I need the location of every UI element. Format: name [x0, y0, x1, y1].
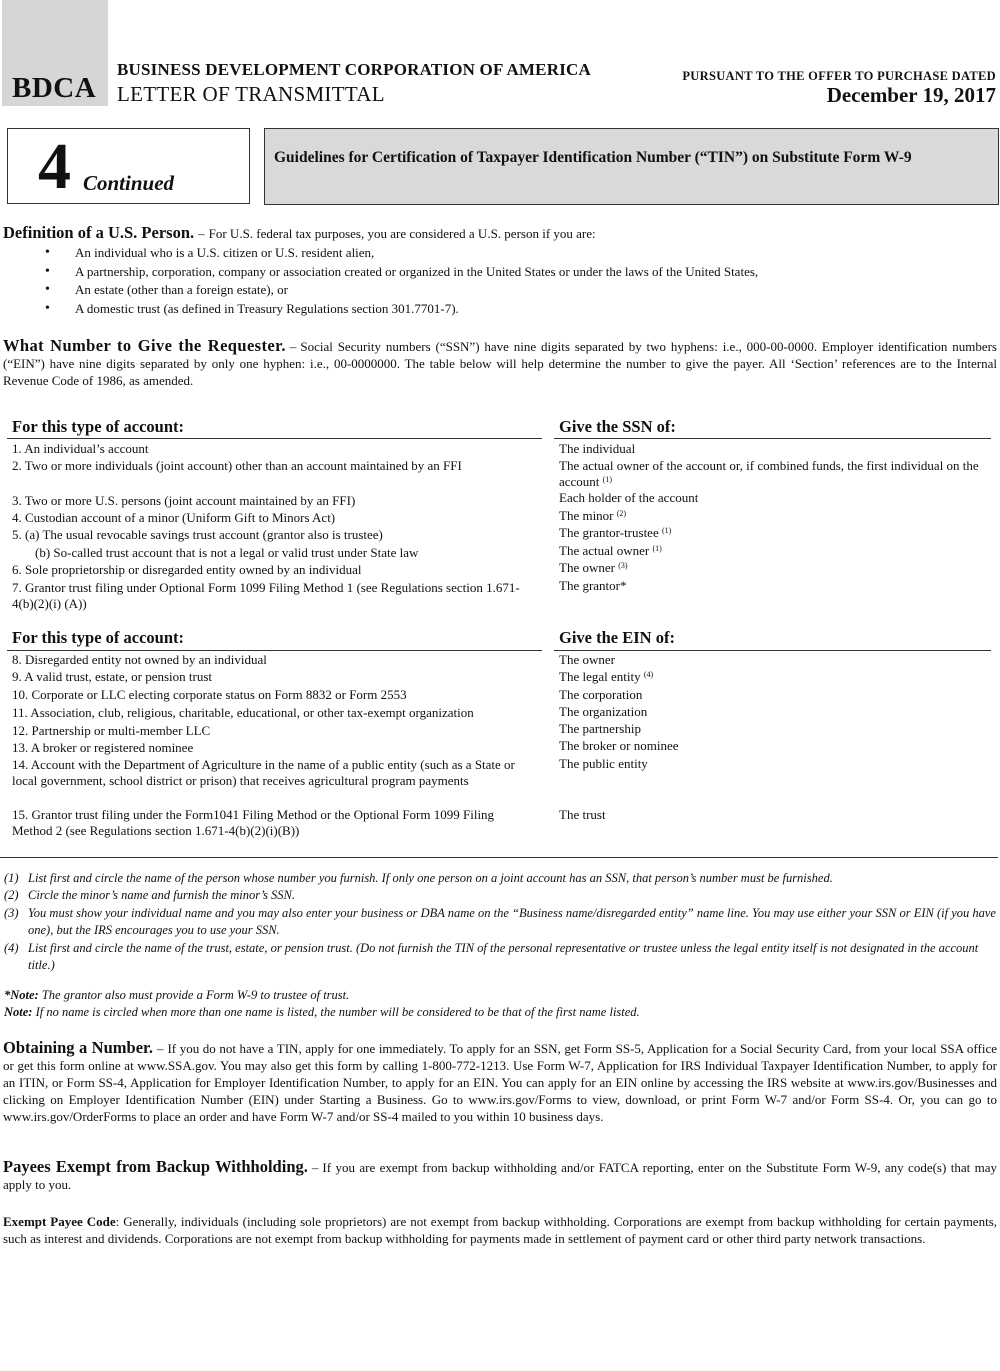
- what-number-paragraph: [3, 337, 997, 389]
- account-type-text: 3. Two or more U.S. persons (joint account maintained by an FFI): [12, 493, 356, 508]
- logo: BDCA: [12, 72, 97, 104]
- account-type-cell: [12, 652, 532, 668]
- give-number-cell: [559, 560, 991, 576]
- give-number-text: The owner: [559, 652, 615, 667]
- note-circled-label: Note:: [4, 1005, 33, 1019]
- give-number-text: The organization: [559, 704, 648, 719]
- footnote-text: List first and circle the name of the trust, estate, or pension trust. (Do not furnish the TIN of the personal representative or trustee unless the legal entity itself is not designated in the account title.): [28, 941, 979, 972]
- bullet-icon: •: [45, 300, 50, 316]
- section-continued: Continued: [83, 171, 175, 195]
- account-type-cell: [35, 545, 532, 561]
- what-number-dash: –: [289, 339, 297, 354]
- give-number-text: The public entity: [559, 756, 648, 771]
- give-number-text: The corporation: [559, 687, 643, 702]
- account-type-text: 7. Grantor trust filing under Optional Form 1099 Filing Method 1 (see Regulations section 1.671-4(b)(2)(i) (A)): [12, 580, 520, 611]
- give-number-cell: [559, 756, 991, 772]
- definition-bullet-item: [0, 281, 758, 300]
- account-type-cell: [12, 740, 532, 756]
- account-type-text: 15. Grantor trust filing under the Form1041 Filing Method or the Optional Form 1099 Filing Method 2 (see Regulations section 1.671-4(b)(2)(i)(B)): [12, 807, 495, 838]
- give-number-cell: [559, 807, 991, 823]
- bullet-text: A domestic trust (as defined in Treasury Regulations section 301.7701-7).: [75, 300, 459, 316]
- give-number-text: Each holder of the account: [559, 490, 699, 505]
- give-number-cell: [559, 458, 991, 490]
- account-type-text: 14. Account with the Department of Agriculture in the name of a public entity (such as a State or local government, school district or prison) that receives agricultural program payments: [12, 757, 515, 788]
- payees-text: If you are exempt from backup withholding and/or FATCA reporting, enter on the Substitute Form W-9, any code(s) that may apply to you.: [3, 1160, 997, 1192]
- obtaining-text: If you do not have a TIN, apply for one immediately. To apply for an SSN, get Form SS-5, Application for a Social Security Card, from your local SSA office or get this form online at www.SSA.gov. You may also get this form by calling 1-800-772-1213. Use Form W-7, Application for IRS Individual Taxpayer Identification Number, to apply for an ITIN, or Form SS-4, Application for Employer Identification Number, to apply for an EIN. You can apply for an EIN online by accessing the IRS website at www.irs.gov/Businesses and clicking on Employer Identification Number (EIN) under Starting a Business. Go to www.irs.gov/Forms to view, download, or print Form W-7 and/or Form SS-4. Or, you can go to www.irs.gov/OrderForms to place an order and have Form W-7 and/or SS-4 mailed to you within 10 business days.: [3, 1041, 997, 1124]
- give-number-text: The actual owner: [559, 543, 650, 558]
- footnote-marker: (3): [4, 906, 19, 920]
- account-type-text: 10. Corporate or LLC electing corporate status on Form 8832 or Form 2553: [12, 687, 407, 702]
- what-number-text: Social Security numbers (“SSN”) have nine digits separated by two hyphens: i.e., 000-00-0000. Employer identification numbers (“EIN”) have nine digits separated by only one hyphen: i.e., 00-0000000. The table below will help determine the number to give the payer. All ‘Section’ references are to the Internal Revenue Code of 1986, as amended.: [3, 339, 997, 388]
- payees-heading: Payees Exempt from Backup Withholding.: [3, 1157, 308, 1176]
- account-type-text: 9. A valid trust, estate, or pension trust: [12, 669, 213, 684]
- definition-bullets: [0, 244, 758, 318]
- ein-table-right-rule: [554, 650, 991, 651]
- give-number-text: The minor: [559, 508, 614, 523]
- definition-bullet-item: [0, 244, 758, 263]
- footnote-reference: (1): [652, 544, 662, 553]
- give-number-text: The actual owner of the account or, if combined funds, the first individual on the account: [559, 458, 979, 489]
- give-number-text: The legal entity: [559, 669, 641, 684]
- note-grantor: [4, 987, 996, 1004]
- footnote-text: You must show your individual name and you may also enter your business or DBA name on the “Business name/disregarded entity” name line. You may use either your SSN or EIN (if you have one), but the IRS encourages you to use your SSN.: [28, 906, 996, 937]
- give-number-cell: [559, 508, 991, 524]
- footnote-text: Circle the minor’s name and furnish the minor’s SSN.: [28, 888, 296, 902]
- ein-table-left-rule: [7, 650, 542, 651]
- account-type-cell: [12, 562, 532, 578]
- section-number: 4: [38, 130, 71, 203]
- give-number-text: The broker or nominee: [559, 738, 679, 753]
- note-grantor-label: *Note:: [4, 988, 39, 1002]
- give-number-text: The owner: [559, 560, 615, 575]
- company-name: BUSINESS DEVELOPMENT CORPORATION OF AMERICA: [117, 60, 591, 79]
- account-type-cell: [12, 687, 532, 703]
- give-number-cell: [559, 738, 991, 754]
- footnote-reference: (1): [661, 526, 672, 535]
- give-number-text: The grantor*: [559, 578, 627, 593]
- payees-dash: –: [311, 1160, 319, 1175]
- ein-table-left-header: For this type of account:: [12, 628, 185, 647]
- account-type-text: 8. Disregarded entity not owned by an individual: [12, 652, 267, 667]
- give-number-cell: [559, 704, 991, 720]
- footnote-item: [4, 940, 996, 974]
- give-number-cell: [559, 687, 991, 703]
- account-type-text: 6. Sole proprietorship or disregarded entity owned by an individual: [12, 562, 362, 577]
- obtaining-paragraph: [3, 1039, 997, 1125]
- bullet-text: An estate (other than a foreign estate), or: [75, 282, 288, 297]
- ssn-table-left-header: For this type of account:: [12, 417, 185, 436]
- account-type-text: 12. Partnership or multi-member LLC: [12, 723, 211, 738]
- ein-table-right-header: Give the EIN of:: [559, 628, 675, 647]
- footnote-reference: (4): [643, 670, 654, 679]
- definition-heading: Definition of a U.S. Person.: [3, 223, 195, 242]
- exempt-payee-paragraph: [3, 1213, 997, 1247]
- give-number-cell: [559, 441, 991, 457]
- ssn-table-right-rule: [554, 438, 991, 439]
- bullet-text: A partnership, corporation, company or association created or organized in the United States or under the laws of the United States,: [75, 263, 759, 279]
- exempt-payee-label: Exempt Payee Code: [3, 1214, 116, 1229]
- account-type-cell: [12, 458, 532, 474]
- give-number-cell: [559, 721, 991, 737]
- account-type-cell: [12, 723, 532, 739]
- offer-date: December 19, 2017: [826, 83, 996, 107]
- account-type-cell: [12, 705, 532, 721]
- give-number-text: The trust: [559, 807, 606, 822]
- give-number-cell: [559, 578, 991, 594]
- account-type-cell: [12, 510, 532, 526]
- footnote-marker: (2): [4, 888, 19, 902]
- account-type-cell: [12, 757, 532, 789]
- account-type-cell: [12, 441, 532, 457]
- definition-intro: For U.S. federal tax purposes, you are considered a U.S. person if you are:: [208, 226, 596, 241]
- account-type-text: 4. Custodian account of a minor (Uniform Gift to Minors Act): [12, 510, 336, 525]
- footnote-marker: (4): [4, 941, 19, 955]
- document-title: LETTER OF TRANSMITTAL: [117, 82, 385, 106]
- footnote-reference: (2): [616, 509, 627, 518]
- ssn-table-left-rule: [7, 438, 542, 439]
- note-grantor-text: The grantor also must provide a Form W-9 to trustee of trust.: [41, 988, 350, 1002]
- definition-bullet-item: [0, 300, 758, 319]
- give-number-text: The individual: [559, 441, 636, 456]
- note-circled: [4, 1004, 996, 1021]
- account-type-text: 2. Two or more individuals (joint account) other than an account maintained by an FFI: [12, 458, 462, 473]
- footnote-item: [4, 870, 996, 887]
- footnote-marker: (1): [4, 871, 19, 885]
- bullet-text: An individual who is a U.S. citizen or U.S. resident alien,: [75, 245, 375, 260]
- ssn-table-right-header: Give the SSN of:: [559, 417, 676, 436]
- exempt-payee-text: : Generally, individuals (including sole proprietors) are not exempt from backup withholding. Corporations are exempt from backup withholding for certain payments, such as interest and dividends. Corporations are not exempt from backup withholding for payments made in settlement of payment card or other third party network transactions.: [3, 1214, 998, 1246]
- footnote-text: List first and circle the name of the person whose number you furnish. If only one person on a joint account has an SSN, that person’s number must be furnished.: [28, 871, 833, 885]
- footnote-item: [4, 905, 996, 939]
- pursuant-label: PURSUANT TO THE OFFER TO PURCHASE DATED: [682, 69, 996, 83]
- what-number-heading: What Number to Give the Requester.: [3, 336, 286, 355]
- footnotes-divider: [0, 857, 998, 858]
- give-number-text: The grantor-trustee: [559, 525, 659, 540]
- definition-paragraph: [3, 224, 997, 242]
- obtaining-dash: –: [156, 1041, 164, 1056]
- give-number-cell: [559, 652, 991, 668]
- account-type-text: (b) So-called trust account that is not a legal or valid trust under State law: [35, 545, 419, 560]
- footnote-reference: (3): [618, 561, 628, 570]
- give-number-cell: [559, 525, 991, 541]
- account-type-cell: [12, 669, 532, 685]
- footnote-reference: (1): [602, 475, 612, 484]
- account-type-cell: [12, 527, 532, 543]
- definition-dash: –: [198, 226, 205, 241]
- give-number-cell: [559, 490, 991, 506]
- bullet-icon: •: [45, 263, 50, 279]
- account-type-cell: [12, 807, 532, 839]
- account-type-text: 1. An individual’s account: [12, 441, 149, 456]
- note-circled-text: If no name is circled when more than one name is listed, the number will be considered to be that of the first name listed.: [35, 1005, 640, 1019]
- guidelines-title: Guidelines for Certification of Taxpayer Identification Number (“TIN”) on Substitute Form W-9: [274, 149, 912, 166]
- footnote-item: [4, 887, 996, 904]
- definition-bullet-item: [0, 263, 758, 282]
- account-type-text: 11. Association, club, religious, charitable, educational, or other tax-exempt organization: [12, 705, 474, 720]
- bullet-icon: •: [45, 245, 50, 260]
- account-type-text: 13. A broker or registered nominee: [12, 740, 194, 755]
- give-number-cell: [559, 669, 991, 685]
- obtaining-heading: Obtaining a Number.: [3, 1038, 153, 1057]
- account-type-text: 5. (a) The usual revocable savings trust account (grantor also is trustee): [12, 527, 383, 542]
- account-type-cell: [12, 493, 532, 509]
- account-type-cell: [12, 580, 532, 612]
- give-number-cell: [559, 543, 991, 559]
- bullet-icon: •: [45, 282, 50, 297]
- payees-paragraph: [3, 1158, 997, 1193]
- give-number-text: The partnership: [559, 721, 641, 736]
